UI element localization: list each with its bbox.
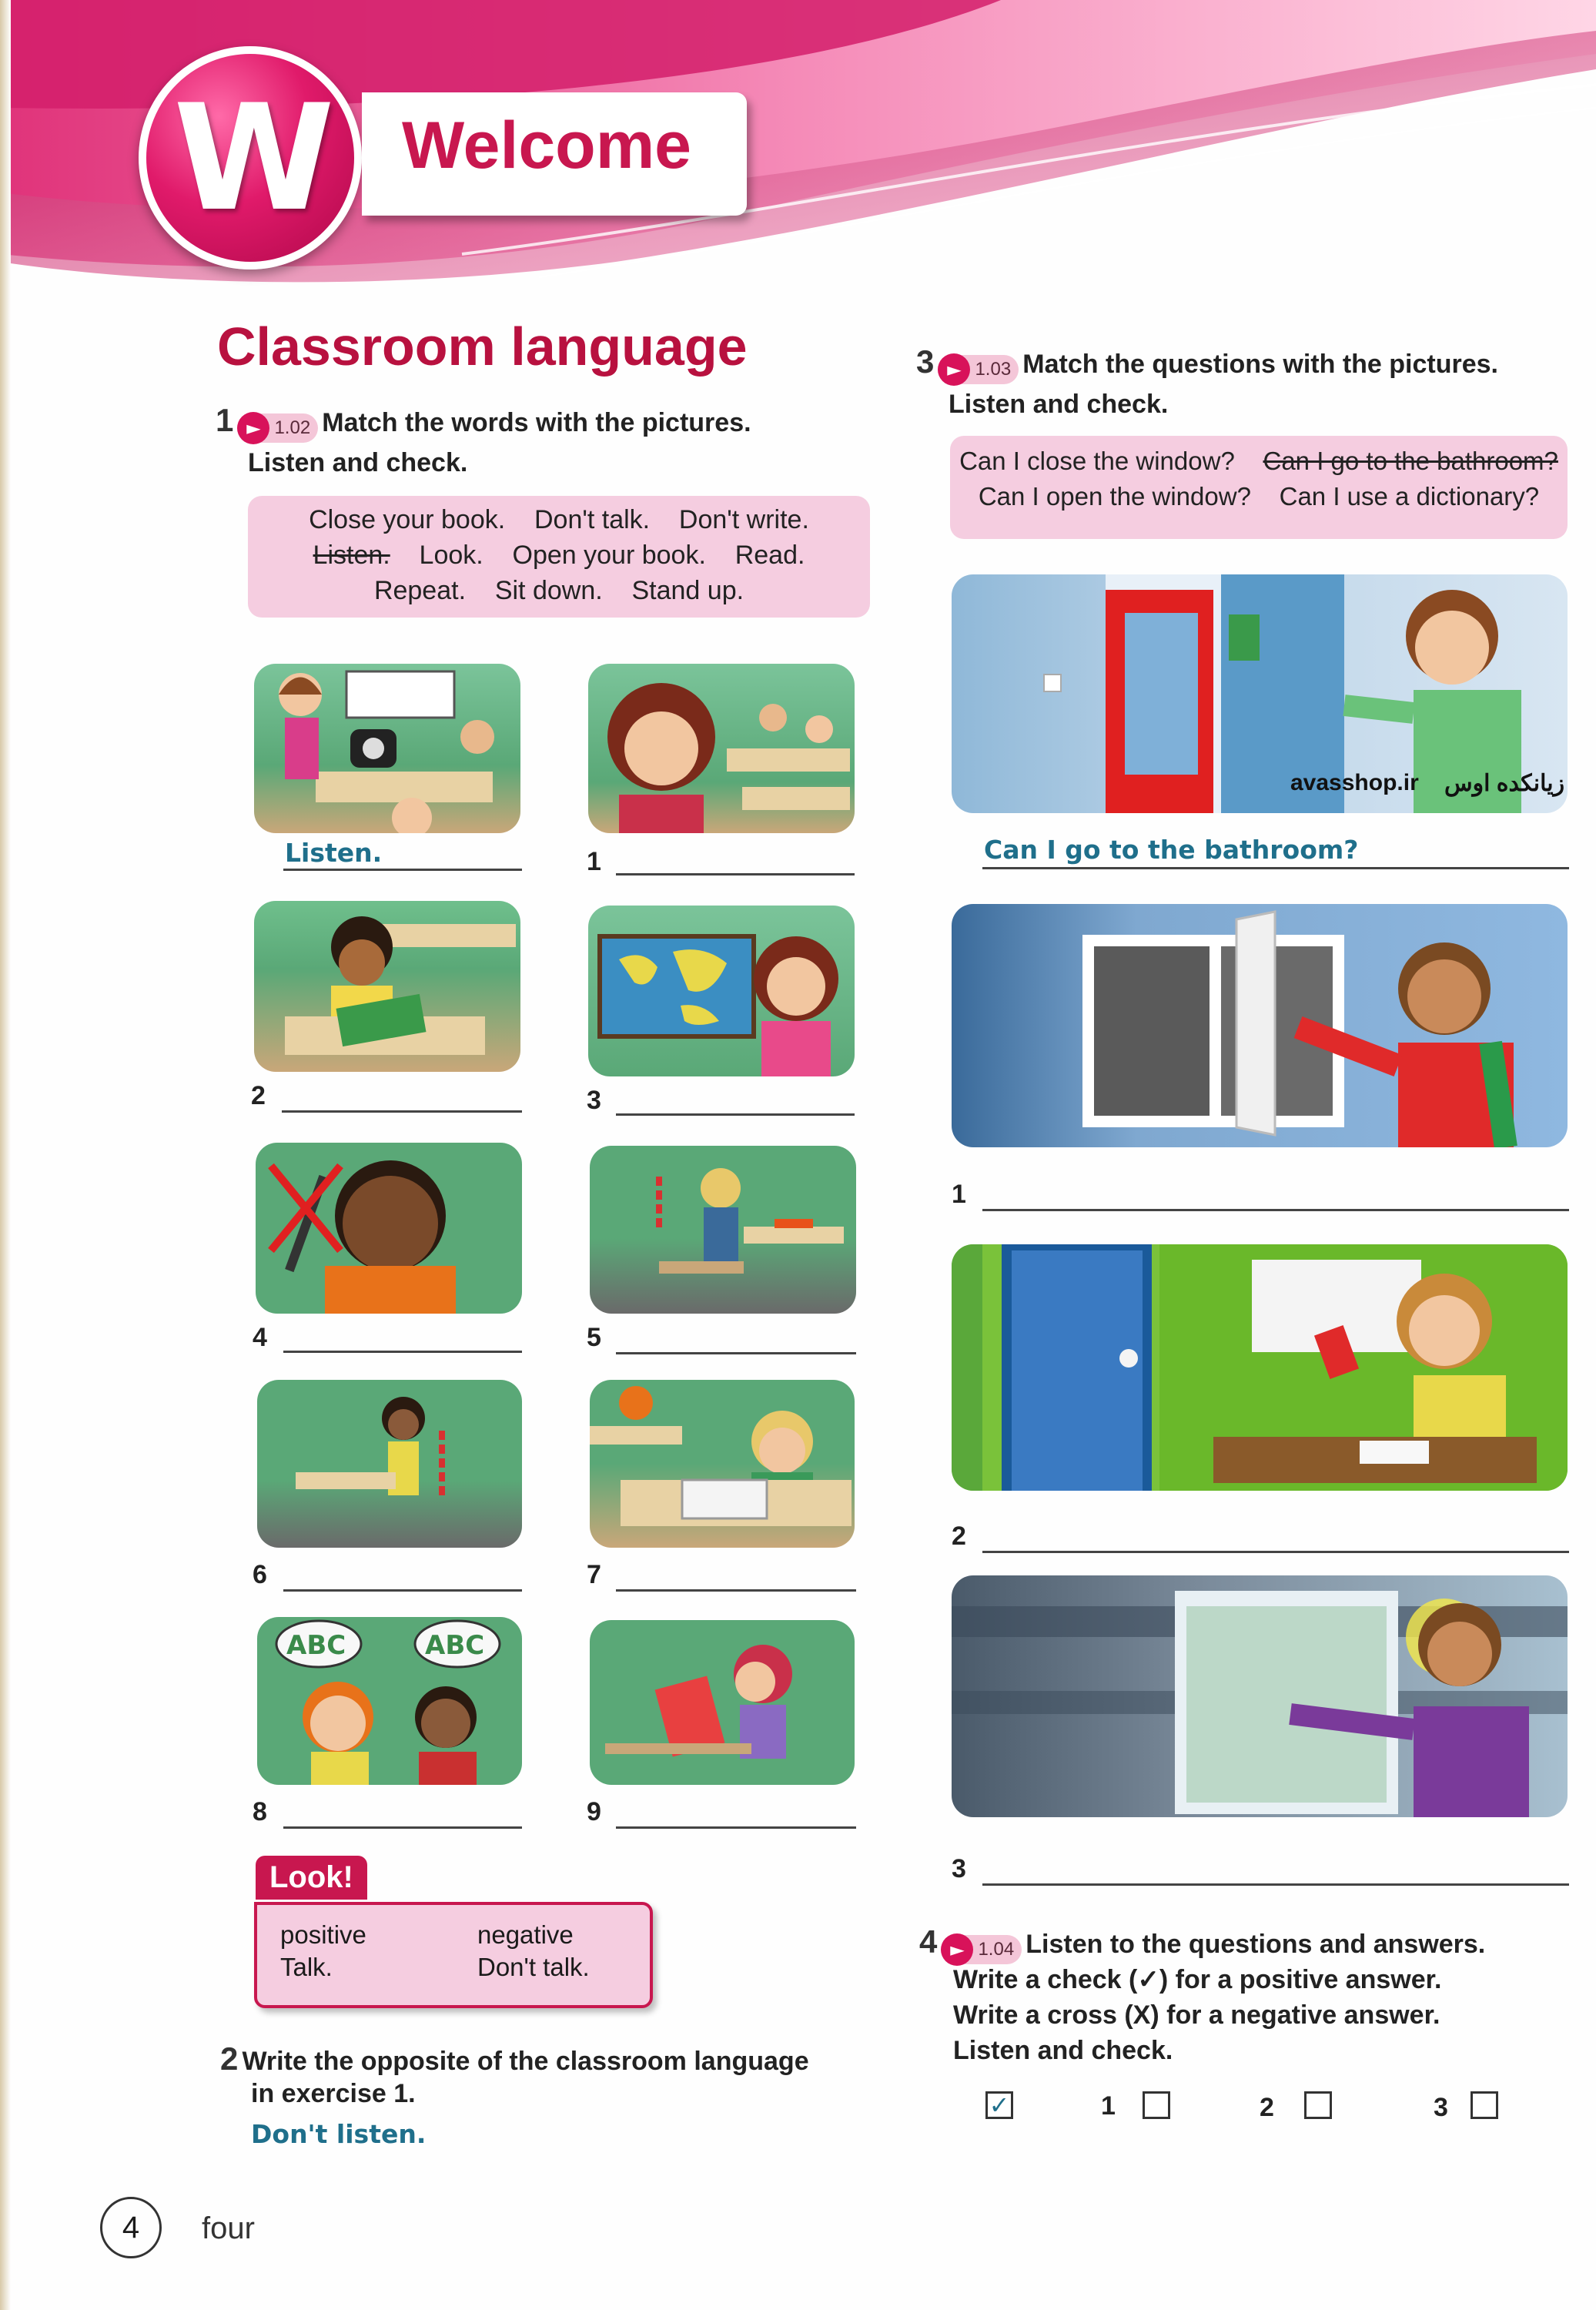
answer-checkbox-2[interactable] — [1304, 2091, 1332, 2119]
exercise-4-instruction-4: Listen and check. — [953, 2036, 1173, 2065]
exercise-3-number: 3 — [916, 343, 935, 380]
answer-line[interactable] — [283, 1589, 522, 1592]
picture-4 — [256, 1143, 522, 1314]
classroom-illustration — [254, 901, 520, 1072]
answer-line[interactable] — [982, 867, 1569, 869]
classroom-illustration — [257, 1380, 522, 1548]
exercise-2-example-answer: Don't listen. — [251, 2119, 427, 2149]
audio-track-number: 1.04 — [978, 1938, 1015, 1960]
item-number: 9 — [587, 1797, 601, 1826]
item-number: 2 — [251, 1081, 266, 1110]
picture-dictionary — [952, 1244, 1568, 1491]
audio-track-badge[interactable] — [941, 1935, 1022, 1964]
question-row — [950, 444, 1568, 479]
item-number: 1 — [952, 1180, 966, 1209]
classroom-illustration — [588, 664, 855, 833]
answer-line[interactable] — [616, 1113, 855, 1116]
look-box — [254, 1902, 653, 2008]
page-edge — [0, 0, 11, 2310]
picture-9 — [590, 1620, 855, 1785]
question-box — [950, 436, 1568, 539]
checkbox-label: 3 — [1434, 2093, 1448, 2122]
checkbox-label: 1 — [1101, 2091, 1116, 2121]
boy-opening-window-illustration — [952, 1575, 1568, 1817]
audio-track-number: 1.03 — [975, 358, 1012, 380]
question-item: Can I close the window? — [959, 447, 1235, 475]
item-number: 7 — [587, 1560, 601, 1589]
picture-3 — [588, 906, 855, 1076]
answer-line[interactable] — [616, 873, 855, 875]
question-item: Can I open the window? — [978, 482, 1251, 511]
item-number: 8 — [253, 1797, 267, 1826]
audio-track-badge[interactable] — [938, 355, 1019, 384]
girl-with-dictionary-illustration — [952, 1244, 1568, 1491]
watermark-url: avasshop.ir — [1290, 770, 1419, 795]
item-number: 2 — [952, 1522, 966, 1551]
answer-line[interactable] — [982, 1551, 1569, 1553]
word-item: Open your book. — [512, 541, 706, 570]
exercise-2-instruction-2: in exercise 1. — [251, 2079, 416, 2108]
boy-at-window-illustration — [952, 904, 1568, 1147]
audio-track-badge[interactable] — [237, 413, 318, 443]
page-number-circle — [100, 2197, 162, 2258]
welcome-title: Welcome — [402, 109, 691, 182]
welcome-logo-circle — [139, 46, 362, 270]
item-number: 6 — [253, 1560, 267, 1589]
watermark-logo-text: زیانکده اوس — [1444, 771, 1565, 796]
exercise-2-number: 2 — [220, 2040, 239, 2077]
picture-7 — [590, 1380, 855, 1548]
exercise-1-instruction: Match the words with the pictures. — [322, 408, 751, 437]
answer-line[interactable] — [283, 869, 522, 871]
answer-line[interactable] — [616, 1352, 856, 1354]
word-box — [248, 496, 870, 618]
answer-line[interactable] — [982, 1883, 1569, 1886]
look-negative-value: Don't talk. — [477, 1953, 590, 1981]
exercise-3-header — [916, 343, 1498, 384]
word-item: Close your book. — [309, 505, 506, 534]
page-number: 4 — [122, 2210, 140, 2245]
picture-6 — [257, 1380, 522, 1548]
classroom-illustration — [256, 1143, 522, 1314]
answer-line[interactable] — [616, 1589, 856, 1592]
exercise-3-instruction-2: Listen and check. — [949, 390, 1169, 419]
section-title: Classroom language — [217, 316, 748, 377]
audio-track-number: 1.02 — [274, 417, 311, 438]
exercise-1-instruction-2: Listen and check. — [248, 448, 468, 477]
word-item: Sit down. — [494, 576, 603, 605]
page-word: four — [202, 2211, 255, 2245]
exercise-4-number: 4 — [919, 1923, 938, 1960]
item-number: 5 — [587, 1323, 601, 1352]
picture-1 — [588, 664, 855, 833]
picture-2 — [254, 901, 520, 1072]
look-positive-head: positive — [280, 1920, 366, 1949]
question-item: Can I use a dictionary? — [1279, 482, 1540, 511]
welcome-logo-letter: W — [173, 72, 327, 243]
check-mark-icon: ✓ — [989, 2091, 1010, 2120]
svg-text:ABC: ABC — [425, 1630, 485, 1661]
picture-open-window — [952, 1575, 1568, 1817]
picture-listen — [254, 664, 520, 833]
exercise-3-instruction: Match the questions with the pictures. — [1022, 350, 1498, 379]
exercise-2-header — [220, 2040, 809, 2079]
exercise-3-example-answer: Can I go to the bathroom? — [984, 835, 1359, 865]
look-negative-head: negative — [477, 1920, 574, 1949]
exercise-4-instruction: Listen to the questions and answers. — [1026, 1930, 1486, 1959]
look-positive-value: Talk. — [280, 1953, 333, 1981]
classroom-illustration — [254, 664, 520, 833]
item-number: 1 — [587, 847, 601, 876]
answer-line[interactable] — [282, 1110, 522, 1113]
example-checkbox[interactable] — [985, 2091, 1013, 2119]
answer-line[interactable] — [616, 1826, 856, 1829]
answer-checkbox-1[interactable] — [1143, 2091, 1170, 2119]
word-item: Read. — [734, 541, 805, 570]
picture-bathroom — [952, 574, 1568, 813]
exercise-1-header — [216, 402, 751, 443]
classroom-illustration — [590, 1380, 855, 1548]
word-item-used: Listen. — [313, 541, 390, 570]
example-answer: Listen. — [285, 838, 383, 868]
word-item: Don't talk. — [534, 505, 651, 534]
speaker-icon: ► — [237, 412, 269, 444]
picture-close-window — [952, 904, 1568, 1147]
checkbox-label: 2 — [1260, 2093, 1274, 2122]
exercise-2-instruction: Write the opposite of the classroom language — [242, 2047, 809, 2076]
word-row — [248, 537, 870, 573]
answer-checkbox-3[interactable] — [1471, 2091, 1498, 2119]
answer-line[interactable] — [982, 1209, 1569, 1211]
word-item: Don't write. — [678, 505, 809, 534]
look-tab: Look! — [256, 1856, 367, 1900]
svg-text:ABC: ABC — [286, 1630, 346, 1661]
question-item-used: Can I go to the bathroom? — [1263, 447, 1558, 475]
word-item: Repeat. — [373, 576, 467, 605]
item-number: 3 — [952, 1854, 966, 1883]
classroom-illustration — [257, 1617, 522, 1785]
picture-8 — [257, 1617, 522, 1785]
classroom-illustration — [590, 1620, 855, 1785]
item-number: 3 — [587, 1086, 601, 1115]
classroom-illustration — [590, 1146, 856, 1314]
word-item: Stand up. — [631, 576, 744, 605]
question-row — [950, 479, 1568, 514]
exercise-4-header — [919, 1923, 1485, 1964]
word-item: Look. — [419, 541, 483, 570]
classroom-illustration — [588, 906, 855, 1076]
word-row — [248, 502, 870, 537]
speaker-icon: ► — [938, 353, 970, 386]
answer-line[interactable] — [283, 1351, 522, 1353]
exercise-1-number: 1 — [216, 402, 234, 438]
picture-5 — [590, 1146, 856, 1314]
exercise-4-instruction-3: Write a cross (X) for a negative answer. — [953, 2000, 1440, 2030]
answer-line[interactable] — [283, 1826, 522, 1829]
speaker-icon: ► — [941, 1933, 973, 1966]
word-row — [248, 573, 870, 608]
exercise-4-instruction-2: Write a check (✓) for a positive answer. — [953, 1965, 1442, 1994]
item-number: 4 — [253, 1323, 267, 1352]
